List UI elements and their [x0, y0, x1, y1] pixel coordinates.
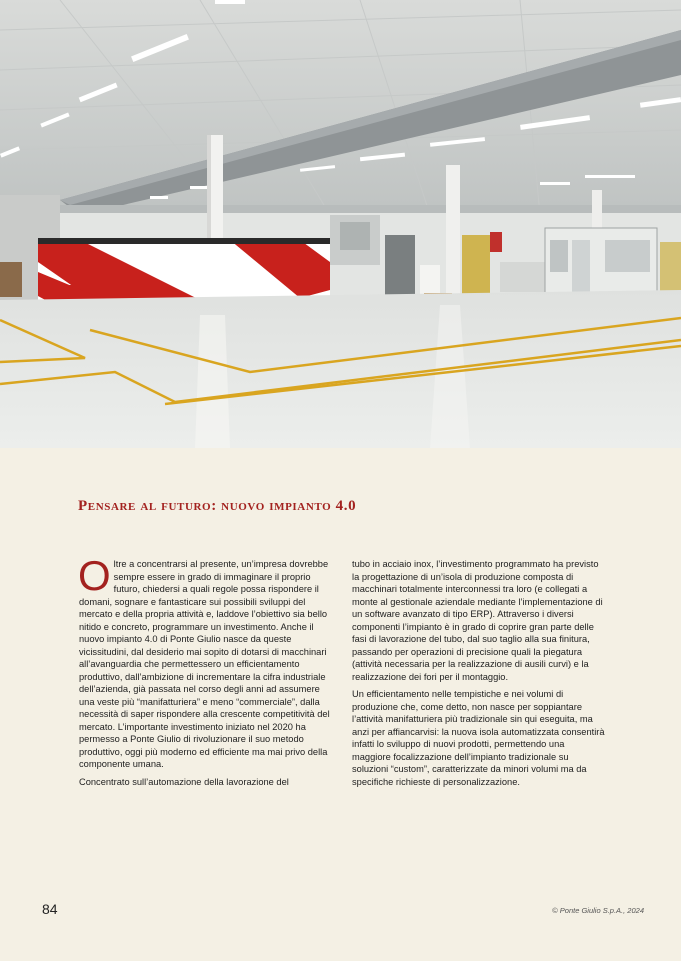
article-title: Pensare al futuro: nuovo impianto 4.0 [78, 498, 357, 514]
paragraph-text: ltre a concentrarsi al presente, un’impresa dovrebbe sempre essere in grado di immaginare il proprio futuro, chiedersi a quali regole possa rispondere il domani, sognare e fantasticare sui possibili sviluppi del mercato e della propria attività e, laddove l’obiettivo sia bello nitido e concreto, programmare un investimento. Anche il nuovo impianto 4.0 di Ponte Giulio nasce da queste vicissitudini, dal desiderio mai sopito di dotarsi di macchinari all’avanguardia che permettessero un efficientamento produttivo, dall’ambizione di incrementare la cifra industriale dell’azienda, già passata nel corso degli anni ad assumere una veste più “manifatturiera” e meno “commerciale”, dalla necessità di saper rispondere alla crescente competitività del mercato. L’importante investimento iniziato nel 2020 ha permesso a Ponte Giulio di rivoluzionare il suo metodo produttivo, oggi più moderno ed efficiente ma mai privo della componente umana. [79, 559, 330, 769]
article-column-right [352, 558, 605, 793]
copyright-notice: © Ponte Giulio S.p.A., 2024 [552, 906, 644, 915]
page-number: 84 [42, 901, 58, 917]
article-paragraph: Concentrato sull’automazione della lavorazione del [79, 776, 289, 787]
article-paragraph: Un efficientamento nelle tempistiche e nei volumi di produzione che, come detto, non nasce per soppiantare l’attività manifatturiera più tradizionale sin qui eseguita, ma anzi per affiancarvisi: la nuova isola automatizzata consentirà infatti lo sviluppo di nuovi prodotti, permettendo una maggiore focalizzazione dell’impianto tradizionale su soluzioni “custom”, caratterizzate da minori volumi ma da specifiche richieste di personalizzazione. [352, 689, 605, 787]
factory-photo [0, 0, 681, 448]
drop-cap: O [78, 552, 111, 599]
article-column-left [78, 552, 332, 793]
article-paragraph [78, 552, 332, 771]
article-paragraph: tubo in acciaio inox, l’investimento programmato ha previsto la progettazione di un’isola di produzione composta di macchinari totalmente interconnessi tra loro (e collegati a monte al gestionale aziendale mediante l’implementazione di un software avanzato di tipo ERP). Attraverso i diversi componenti l’impianto è in grado di coprire gran parte delle fasi di lavorazione del tubo, dal suo taglio alla sua finitura, passando per operazioni di precisione quali la piegatura (attività necessaria per la realizzazione di ausili curvi) e la realizzazione dei fori per il montaggio. [352, 559, 603, 682]
